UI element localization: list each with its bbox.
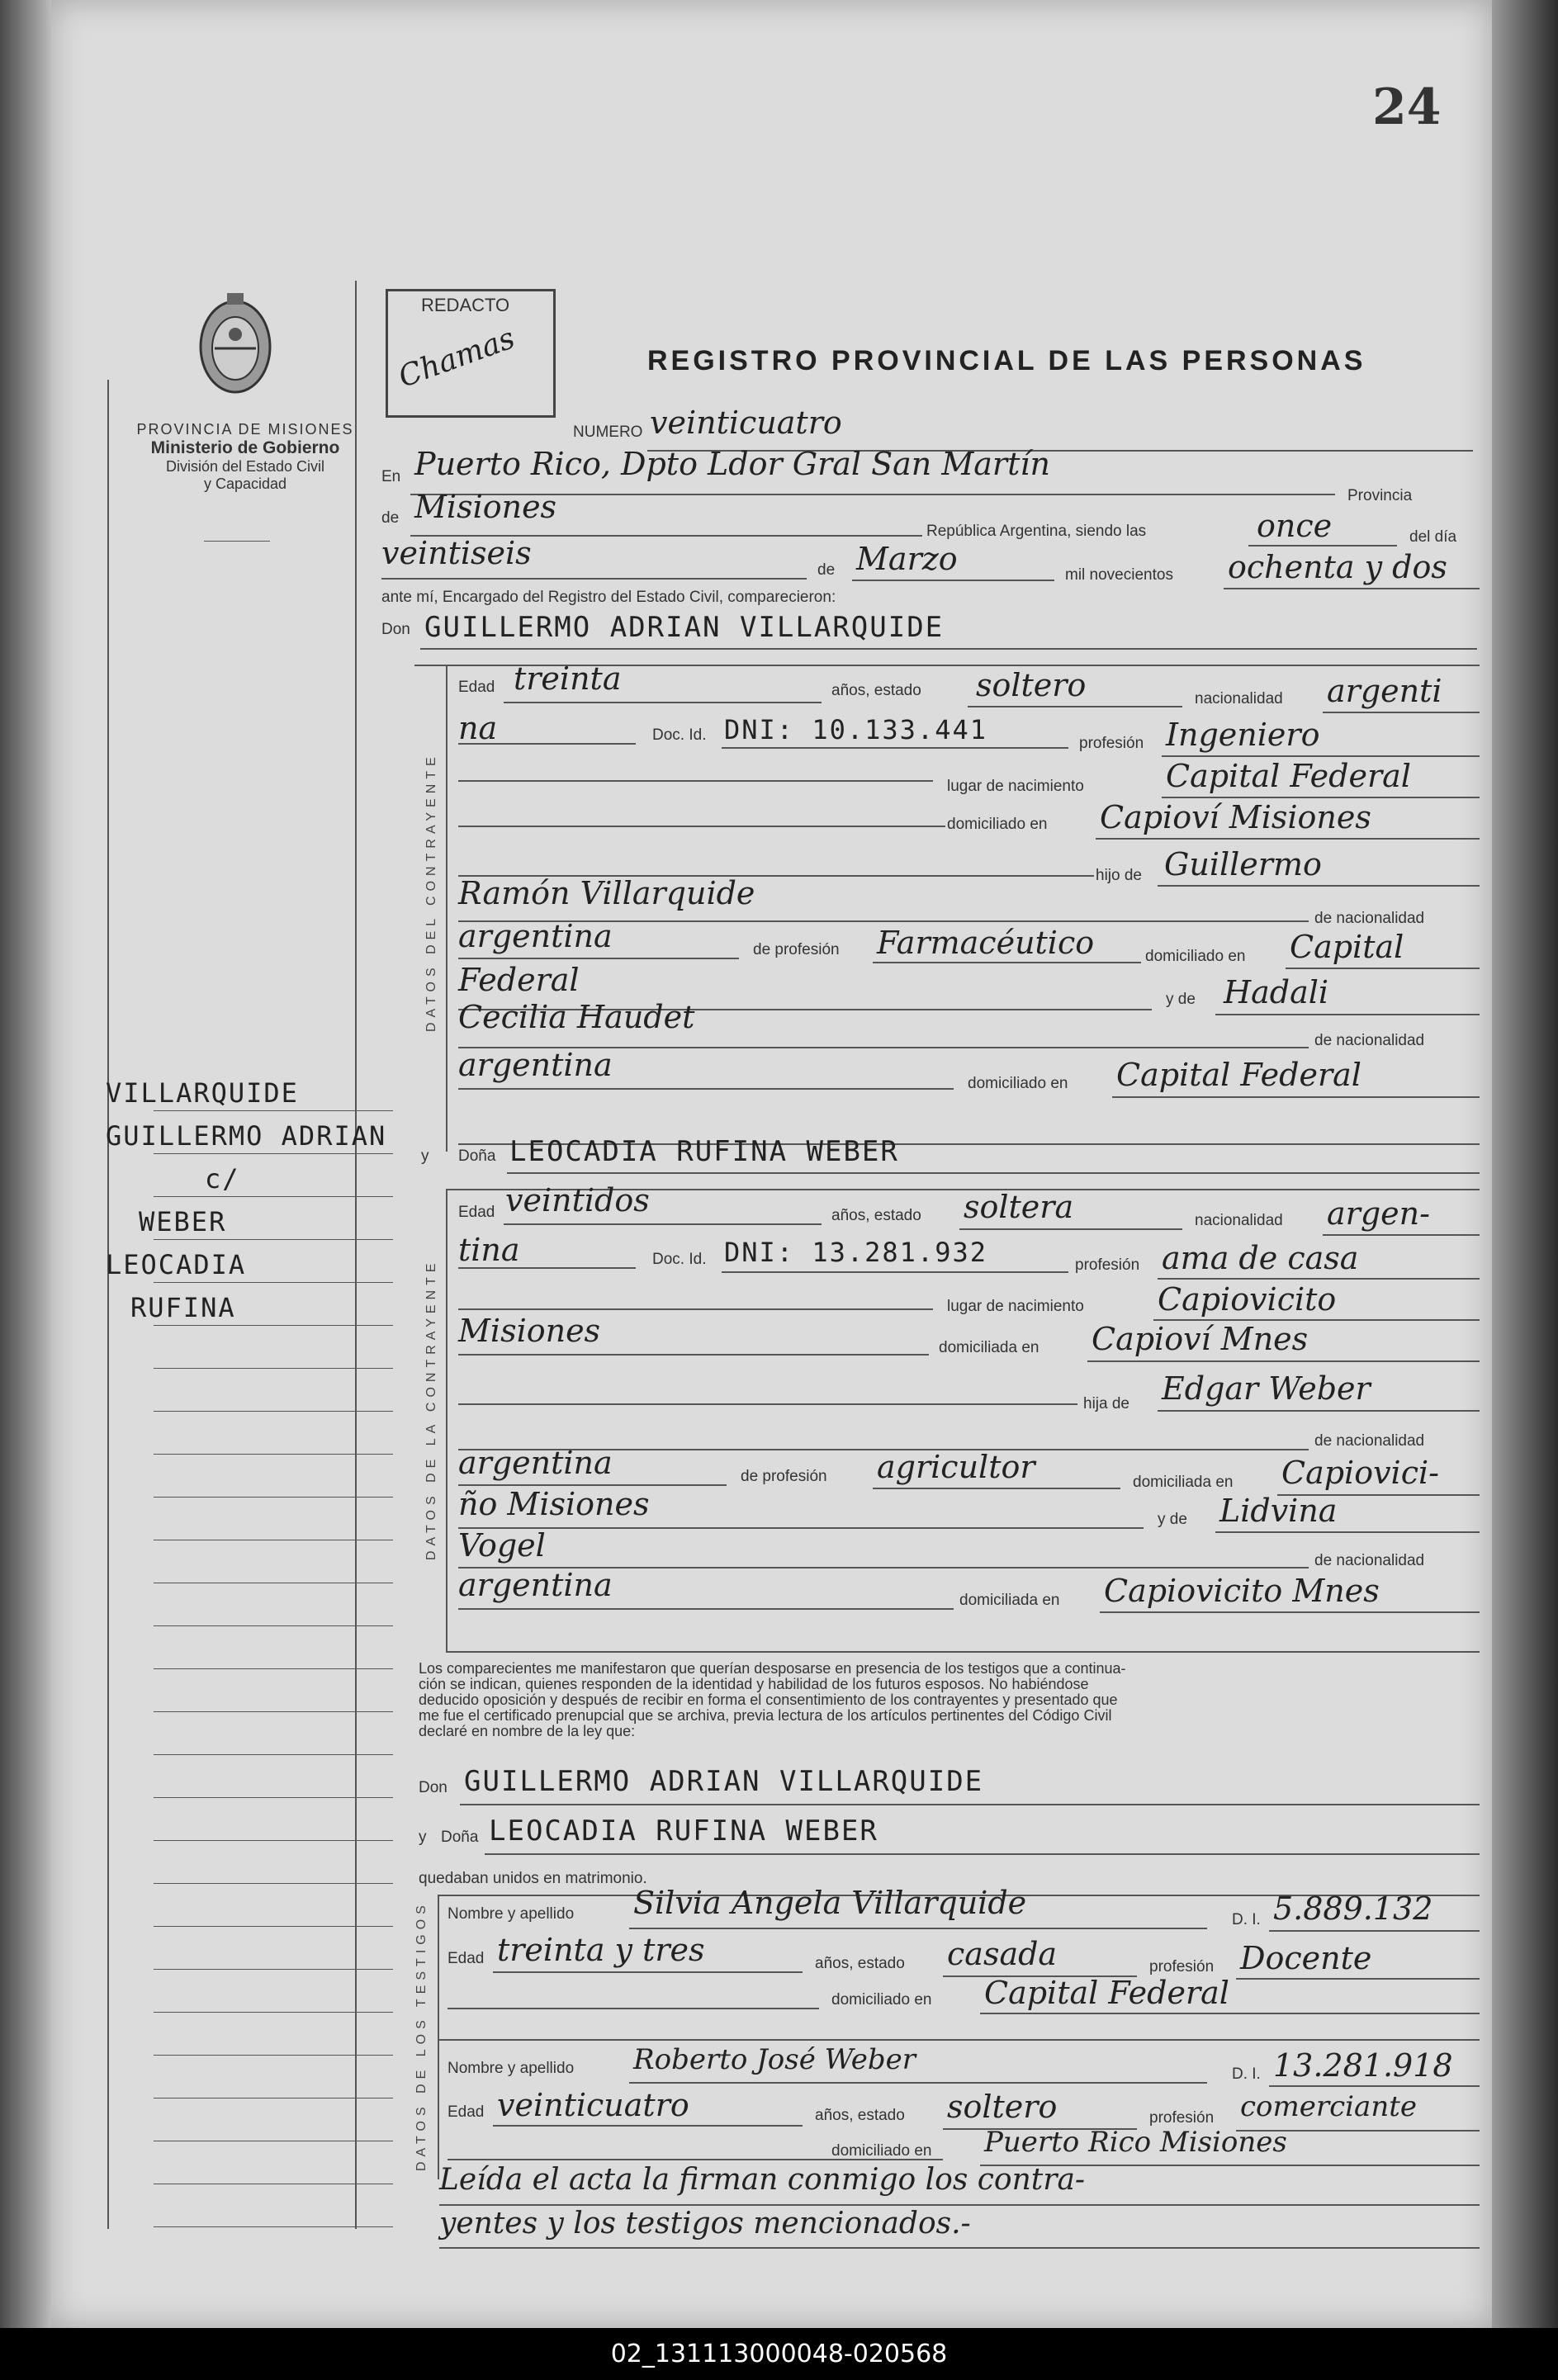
- side-header-division: División del Estado Civil: [165, 458, 325, 475]
- domiciliado-label: domiciliado en: [1145, 948, 1246, 965]
- dona-label: Doña: [458, 1147, 496, 1165]
- doc-value: DNI: 10.133.441: [724, 714, 987, 745]
- section-label-testigos: DATOS DE LOS TESTIGOS: [414, 1900, 429, 2171]
- y-label-2: y: [419, 1829, 427, 1846]
- t1-profesion-label: profesión: [1149, 1958, 1215, 1975]
- profesion-value-2: ama de casa: [1162, 1240, 1359, 1276]
- stamp-signature: Chamas: [394, 321, 519, 395]
- margin-ruled-line: [154, 1926, 393, 1927]
- don-value: GUILLERMO ADRIAN VILLARQUIDE: [424, 611, 945, 644]
- dia-value: veintiseis: [381, 535, 532, 571]
- de2-label: de: [817, 561, 836, 579]
- estado-value-2: soltera: [964, 1189, 1074, 1225]
- de-profesion-label-2: de profesión: [741, 1468, 827, 1485]
- domiciliada-label-2: domiciliada en: [959, 1592, 1060, 1609]
- anio-value: ochenta y dos: [1228, 549, 1447, 585]
- hora-value: once: [1257, 508, 1333, 544]
- t2-di-label: D. I.: [1232, 2065, 1261, 2083]
- document-page: [51, 0, 1492, 2328]
- del-dia-label: del día: [1409, 528, 1457, 546]
- margin-ruled-line: [154, 2012, 393, 2013]
- y-label: y: [421, 1147, 429, 1165]
- lugar-nac-value-2: Capiovicito: [1158, 1281, 1337, 1318]
- t2-estado-value: soltero: [947, 2089, 1058, 2125]
- margin-ruled-line: [154, 1454, 393, 1455]
- t2-doc-value: 13.281.918: [1273, 2047, 1453, 2084]
- margin-ruled-line: [154, 1325, 393, 1326]
- edad-label-2: Edad: [458, 1204, 495, 1221]
- t2-domicilio-label: domiciliado en: [831, 2142, 932, 2160]
- de-profesion-label: de profesión: [753, 941, 840, 958]
- madre-dom-value-2: Capiovicito Mnes: [1104, 1573, 1380, 1609]
- padre-dom-value-2-cont: ño Misiones: [458, 1486, 650, 1522]
- domiciliado-label-2: domiciliado en: [968, 1075, 1068, 1092]
- margin-ruled-line: [154, 1110, 393, 1111]
- lugar-nac-label: lugar de nacimiento: [947, 778, 1084, 795]
- mil-label: mil novecientos: [1065, 566, 1173, 584]
- margin-ruled-line: [154, 1711, 393, 1712]
- margin-ruled-line: [154, 1797, 393, 1798]
- padre-dom-value-2: Capiovici-: [1281, 1455, 1439, 1491]
- provincia-label: Provincia: [1347, 487, 1413, 504]
- nacionalidad-value: argenti: [1327, 673, 1442, 709]
- madre-value-cont: Cecilia Haudet: [458, 999, 695, 1035]
- coat-of-arms-icon: [190, 289, 281, 400]
- hijo-de-label: hijo de: [1096, 867, 1142, 884]
- doc-label-2: Doc. Id.: [652, 1251, 707, 1268]
- domicilio-label-2: domiciliada en: [939, 1339, 1039, 1356]
- domicilio-value: Capioví Misiones: [1100, 799, 1371, 835]
- t2-edad-value: veinticuatro: [497, 2087, 689, 2123]
- y-de-label: y de: [1166, 991, 1196, 1008]
- republica-label: República Argentina, siendo las: [926, 523, 1147, 540]
- t1-nombre-label: Nombre y apellido: [448, 1905, 575, 1923]
- padre-value-cont: Ramón Villarquide: [458, 875, 755, 911]
- madre-value: Hadali: [1224, 974, 1329, 1010]
- margin-note-line: GUILLERMO ADRIAN: [106, 1120, 387, 1152]
- t1-domicilio-label: domiciliado en: [831, 1991, 932, 2009]
- padre-dom-value-cont: Federal: [458, 962, 580, 998]
- lugar-nac-label-2: lugar de nacimiento: [947, 1298, 1084, 1315]
- margin-ruled-line: [154, 1368, 393, 1369]
- de-nacionalidad-label-4: de nacionalidad: [1314, 1552, 1425, 1569]
- hija-de-label: hija de: [1083, 1395, 1129, 1412]
- t1-domicilio-value: Capital Federal: [984, 1975, 1229, 2011]
- t1-edad-label: Edad: [448, 1950, 485, 1967]
- declaracion-line: deducido oposición y después de recibir en forma el consentimiento de los contrayentes y presentado que: [419, 1692, 1118, 1708]
- t2-nombre-value: Roberto José Weber: [633, 2043, 916, 2076]
- t1-anios-label: años, estado: [815, 1955, 905, 1972]
- profesion-label: profesión: [1079, 735, 1144, 752]
- padre-value-2: Edgar Weber: [1162, 1370, 1371, 1407]
- margin-note-line: RUFINA: [130, 1292, 236, 1323]
- page-title: REGISTRO PROVINCIAL DE LAS PERSONAS: [647, 345, 1366, 376]
- domicilio-value-2: Capioví Mnes: [1092, 1321, 1309, 1357]
- page-number: 24: [1372, 78, 1442, 136]
- margin-ruled-line: [154, 1239, 393, 1240]
- lugar-nac-value: Capital Federal: [1166, 758, 1411, 794]
- t1-nombre-value: Silvia Angela Villarquide: [633, 1885, 1027, 1921]
- dona-value-2: LEOCADIA RUFINA WEBER: [489, 1815, 878, 1848]
- edad-value: treinta: [514, 660, 622, 697]
- margin-ruled-line: [154, 1668, 393, 1669]
- margin-ruled-line: [154, 1497, 393, 1498]
- cierre-line-2: yentes y los testigos mencionados.-: [439, 2207, 971, 2240]
- ante-label: ante mí, Encargado del Registro del Estado Civil, comparecieron:: [381, 589, 836, 606]
- edad-value-2: veintidos: [505, 1182, 650, 1218]
- margin-ruled-line: [154, 2055, 393, 2056]
- declaracion-line: ción se indican, quienes responden de la identidad y habilidad de los futuros esposos. No habiéndose: [419, 1676, 1089, 1692]
- quedaban-text: quedaban unidos en matrimonio.: [419, 1870, 647, 1887]
- doc-label: Doc. Id.: [652, 726, 707, 744]
- margin-note-line: c/: [205, 1163, 240, 1195]
- numero-label: NUMERO: [573, 423, 643, 441]
- footer-id: 02_131113000048-020568: [0, 2328, 1558, 2380]
- margin-ruled-line: [154, 1883, 393, 1884]
- de-nacionalidad-label: de nacionalidad: [1314, 910, 1425, 927]
- section-label-contrayente: DATOS DEL CONTRAYENTE: [424, 752, 438, 1032]
- lugar-nac-value-2-cont: Misiones: [458, 1313, 601, 1349]
- estado-value: soltero: [976, 667, 1087, 703]
- margin-note-line: VILLARQUIDE: [106, 1077, 299, 1109]
- t1-doc-value: 5.889.132: [1273, 1890, 1433, 1927]
- dona-label-2: Doña: [441, 1829, 479, 1846]
- padre-prof-value-2: agricultor: [877, 1449, 1035, 1485]
- t2-profesion-value: comerciante: [1240, 2090, 1417, 2123]
- margin-ruled-line: [154, 1840, 393, 1841]
- t1-di-label: D. I.: [1232, 1911, 1261, 1928]
- don-label-2: Don: [419, 1779, 448, 1796]
- anios-estado-label-2: años, estado: [831, 1207, 921, 1224]
- declaracion-line: Los comparecientes me manifestaron que querían desposarse en presencia de los testigos que a continua-: [419, 1660, 1126, 1677]
- en-label: En: [381, 468, 401, 485]
- t2-profesion-label: profesión: [1149, 2109, 1215, 2127]
- margin-ruled-line: [154, 1754, 393, 1755]
- don-label: Don: [381, 621, 410, 638]
- nacionalidad-value-2: argen-: [1327, 1195, 1430, 1232]
- nacionalidad-label-2: nacionalidad: [1195, 1212, 1283, 1229]
- de-label: de: [381, 509, 400, 527]
- redacto-stamp: [386, 289, 556, 418]
- margin-ruled-line: [154, 1969, 393, 1970]
- side-header-ministry: Ministerio de Gobierno: [150, 438, 340, 457]
- dona-value: LEOCADIA RUFINA WEBER: [509, 1135, 899, 1168]
- mes-value: Marzo: [856, 541, 958, 577]
- madre-dom-value: Capital Federal: [1116, 1057, 1361, 1093]
- anios-estado-label: años, estado: [831, 682, 921, 699]
- nacionalidad-value-cont: na: [458, 710, 498, 746]
- de-nacionalidad-label-2: de nacionalidad: [1314, 1032, 1425, 1049]
- t2-anios-label: años, estado: [815, 2107, 905, 2124]
- book-edge-right: [1492, 0, 1558, 2328]
- padre-prof-value: Farmacéutico: [877, 925, 1095, 961]
- declaracion-line: me fue el certificado prenupcial que se archiva, previa lectura de los artículos pertinentes del Código Civil: [419, 1707, 1112, 1724]
- section-label-contrayente-2: DATOS DE LA CONTRAYENTE: [424, 1258, 438, 1560]
- edad-label: Edad: [458, 679, 495, 696]
- domicilio-label: domiciliado en: [947, 816, 1048, 833]
- padre-nac-value-2: argentina: [458, 1445, 613, 1481]
- domiciliada-label: domiciliada en: [1133, 1474, 1234, 1491]
- t1-estado-value: casada: [947, 1936, 1058, 1972]
- margin-note-line: LEOCADIA: [106, 1249, 247, 1280]
- padre-dom-value: Capital: [1290, 929, 1404, 965]
- side-header-capacity: y Capacidad: [203, 476, 287, 492]
- numero-value: veinticuatro: [650, 405, 842, 441]
- stamp-label: REDACTO: [421, 295, 510, 315]
- margin-ruled-line: [154, 2226, 393, 2227]
- y-de-label-2: y de: [1158, 1511, 1187, 1528]
- t2-domicilio-value: Puerto Rico Misiones: [984, 2126, 1287, 2159]
- don-value-2: GUILLERMO ADRIAN VILLARQUIDE: [464, 1765, 984, 1798]
- t1-edad-value: treinta y tres: [497, 1932, 705, 1968]
- padre-value: Guillermo: [1164, 846, 1322, 882]
- margin-ruled-line: [154, 1153, 393, 1154]
- declaracion-text: [419, 1661, 1126, 1739]
- margin-ruled-line: [154, 1196, 393, 1197]
- margin-ruled-line: [154, 1625, 393, 1626]
- t2-edad-label: Edad: [448, 2103, 485, 2121]
- nacionalidad-label: nacionalidad: [1195, 690, 1283, 707]
- padre-nac-value: argentina: [458, 918, 613, 954]
- margin-ruled-line: [154, 1411, 393, 1412]
- madre-nac-value-2: argentina: [458, 1567, 613, 1603]
- de-nacionalidad-label-3: de nacionalidad: [1314, 1432, 1425, 1450]
- margin-ruled-line: [154, 1282, 393, 1283]
- profesion-label-2: profesión: [1075, 1256, 1140, 1274]
- side-header-province: PROVINCIA DE MISIONES: [136, 421, 354, 438]
- t1-profesion-value: Docente: [1240, 1940, 1372, 1976]
- declaracion-line: declaré en nombre de la ley que:: [419, 1723, 636, 1739]
- lugar-value: Puerto Rico, Dpto Ldor Gral San Martín: [414, 446, 1050, 482]
- provincia-value: Misiones: [414, 489, 557, 525]
- margin-note-line: WEBER: [139, 1206, 227, 1237]
- madre-value-2: Lidvina: [1219, 1493, 1338, 1529]
- t2-nombre-label: Nombre y apellido: [448, 2060, 575, 2077]
- nacionalidad-value-2-cont: tina: [458, 1232, 520, 1268]
- madre-value-2-cont: Vogel: [458, 1527, 546, 1564]
- book-spine-left: [0, 0, 51, 2328]
- doc-value-2: DNI: 13.281.932: [724, 1237, 987, 1268]
- profesion-value: Ingeniero: [1166, 717, 1320, 753]
- cierre-line-1: Leída el acta la firman conmigo los contra-: [439, 2163, 1086, 2197]
- madre-nac-value: argentina: [458, 1047, 613, 1083]
